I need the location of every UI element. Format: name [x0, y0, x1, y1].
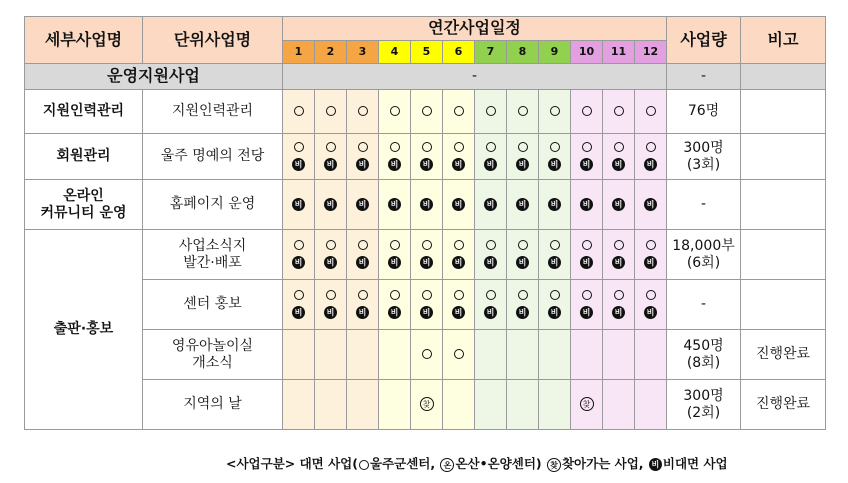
- schedule-cell: [539, 330, 571, 380]
- legend-visit: 찾아가는 사업,: [561, 456, 644, 471]
- month-header: 11: [603, 41, 635, 64]
- schedule-cell: [283, 280, 315, 330]
- schedule-cell: [635, 380, 667, 430]
- circle-icon: [454, 349, 464, 359]
- schedule-cell: [411, 134, 443, 180]
- circle-icon: [582, 106, 592, 116]
- schedule-cell: [603, 90, 635, 134]
- circled-bi-icon: 비: [420, 158, 433, 171]
- schedule-cell: [347, 230, 379, 280]
- circle-icon: [518, 142, 528, 152]
- header-unit-project: 단위사업명: [143, 17, 283, 64]
- unit-cell: 센터 홍보: [143, 280, 283, 330]
- circle-icon: [582, 290, 592, 300]
- schedule-cell: [411, 330, 443, 380]
- circled-chat-icon: 찾: [547, 458, 561, 472]
- table-row: [25, 180, 826, 230]
- schedule-cell: [315, 280, 347, 330]
- month-header: 10: [571, 41, 603, 64]
- summary-schedule: -: [283, 64, 667, 90]
- schedule-cell: [571, 380, 603, 430]
- table-row: [25, 280, 826, 330]
- header-schedule: 연간사업일정: [283, 17, 667, 41]
- summary-volume: -: [667, 64, 741, 90]
- schedule-cell: [347, 330, 379, 380]
- circle-icon: [454, 240, 464, 250]
- circled-bi-icon: 비: [292, 158, 305, 171]
- category-cell: 출판·홍보: [25, 230, 143, 430]
- circled-bi-icon: 비: [292, 198, 305, 211]
- volume-cell: 300명 (3회): [667, 134, 741, 180]
- schedule-cell: [443, 90, 475, 134]
- circle-icon: [358, 290, 368, 300]
- schedule-cell: [475, 180, 507, 230]
- note-cell: 진행완료: [741, 330, 826, 380]
- schedule-cell: [443, 330, 475, 380]
- legend-face-label: 대면 사업(: [299, 456, 358, 471]
- legend-nonface: 비대면 사업: [662, 456, 728, 471]
- schedule-cell: [283, 380, 315, 430]
- schedule-cell: [603, 280, 635, 330]
- circled-bi-icon: 비: [649, 458, 662, 471]
- volume-cell: 450명 (8회): [667, 330, 741, 380]
- table-row: [25, 134, 826, 180]
- month-header: 8: [507, 41, 539, 64]
- circle-icon: [646, 106, 656, 116]
- circle-icon: [422, 142, 432, 152]
- schedule-cell: [379, 134, 411, 180]
- schedule-cell: [603, 134, 635, 180]
- circled-bi-icon: 비: [420, 256, 433, 269]
- schedule-cell: [347, 134, 379, 180]
- schedule-cell: [379, 380, 411, 430]
- month-header: 3: [347, 41, 379, 64]
- circled-chat-icon: 찾: [420, 397, 434, 411]
- table-row: [25, 380, 826, 430]
- schedule-cell: [379, 280, 411, 330]
- schedule-cell: [603, 330, 635, 380]
- circled-bi-icon: 비: [612, 158, 625, 171]
- circle-icon: [422, 240, 432, 250]
- summary-note: [741, 64, 826, 90]
- month-header: 7: [475, 41, 507, 64]
- circle-icon: [294, 240, 304, 250]
- circled-bi-icon: 비: [580, 256, 593, 269]
- circle-icon: [422, 290, 432, 300]
- circle-icon: [646, 290, 656, 300]
- circle-icon: [582, 142, 592, 152]
- unit-cell: 홈페이지 운영: [143, 180, 283, 230]
- schedule-cell: [283, 180, 315, 230]
- month-header: 12: [635, 41, 667, 64]
- circled-bi-icon: 비: [580, 306, 593, 319]
- circle-icon: [294, 290, 304, 300]
- circle-icon: [454, 142, 464, 152]
- volume-cell: 300명 (2회): [667, 380, 741, 430]
- schedule-cell: [283, 230, 315, 280]
- schedule-cell: [443, 230, 475, 280]
- circle-icon: [422, 106, 432, 116]
- schedule-cell: [507, 280, 539, 330]
- schedule-cell: [603, 180, 635, 230]
- schedule-cell: [475, 134, 507, 180]
- schedule-cell: [475, 330, 507, 380]
- circled-bi-icon: 비: [644, 198, 657, 211]
- category-cell: 온라인 커뮤니티 운영: [25, 180, 143, 230]
- circle-icon: [550, 240, 560, 250]
- schedule-cell: [571, 180, 603, 230]
- circle-icon: [646, 240, 656, 250]
- circle-icon: [390, 142, 400, 152]
- schedule-cell: [283, 330, 315, 380]
- schedule-cell: [443, 280, 475, 330]
- schedule-cell: [571, 90, 603, 134]
- circled-bi-icon: 비: [548, 306, 561, 319]
- circled-bi-icon: 비: [484, 256, 497, 269]
- schedule-cell: [571, 134, 603, 180]
- volume-cell: 76명: [667, 90, 741, 134]
- circle-icon: [550, 142, 560, 152]
- circle-icon: [614, 106, 624, 116]
- circle-icon: [518, 240, 528, 250]
- circled-bi-icon: 비: [612, 306, 625, 319]
- circled-bi-icon: 비: [644, 256, 657, 269]
- note-cell: [741, 280, 826, 330]
- unit-cell: 사업소식지 발간·배포: [143, 230, 283, 280]
- circled-bi-icon: 비: [644, 158, 657, 171]
- circled-bi-icon: 비: [420, 306, 433, 319]
- schedule-cell: [507, 330, 539, 380]
- circle-icon: [294, 106, 304, 116]
- circle-icon: [614, 290, 624, 300]
- category-cell: 회원관리: [25, 134, 143, 180]
- schedule-cell: [475, 90, 507, 134]
- circled-bi-icon: 비: [516, 306, 529, 319]
- schedule-cell: [315, 230, 347, 280]
- legend-label: <사업구분>: [226, 456, 296, 471]
- schedule-cell: [347, 180, 379, 230]
- circled-bi-icon: 비: [452, 198, 465, 211]
- schedule-cell: [283, 134, 315, 180]
- circled-bi-icon: 비: [516, 256, 529, 269]
- schedule-cell: [475, 280, 507, 330]
- table-row: [25, 330, 826, 380]
- circle-icon: [646, 142, 656, 152]
- circled-bi-icon: 비: [388, 198, 401, 211]
- circle-icon: [358, 106, 368, 116]
- schedule-cell: [411, 90, 443, 134]
- circled-bi-icon: 비: [324, 158, 337, 171]
- schedule-cell: [379, 230, 411, 280]
- circle-icon: [550, 290, 560, 300]
- circled-bi-icon: 비: [516, 158, 529, 171]
- header-volume: 사업량: [667, 17, 741, 64]
- circle-icon: [422, 349, 432, 359]
- circled-bi-icon: 비: [612, 256, 625, 269]
- schedule-cell: [571, 280, 603, 330]
- circle-icon: [390, 240, 400, 250]
- schedule-cell: [635, 90, 667, 134]
- circle-icon: [390, 290, 400, 300]
- circled-bi-icon: 비: [548, 256, 561, 269]
- circled-bi-icon: 비: [484, 158, 497, 171]
- note-cell: 진행완료: [741, 380, 826, 430]
- schedule-cell: [507, 230, 539, 280]
- circled-bi-icon: 비: [388, 306, 401, 319]
- circled-bi-icon: 비: [420, 198, 433, 211]
- volume-cell: -: [667, 180, 741, 230]
- schedule-cell: [635, 180, 667, 230]
- schedule-cell: [283, 90, 315, 134]
- circled-bi-icon: 비: [292, 256, 305, 269]
- legend-ulju: 울주군센터,: [369, 456, 436, 471]
- schedule-cell: [315, 134, 347, 180]
- unit-cell: 지역의 날: [143, 380, 283, 430]
- legend: [226, 454, 728, 472]
- schedule-cell: [443, 134, 475, 180]
- circle-icon: [390, 106, 400, 116]
- circled-bi-icon: 비: [452, 256, 465, 269]
- circled-bi-icon: 비: [324, 198, 337, 211]
- schedule-cell: [635, 330, 667, 380]
- circled-bi-icon: 비: [516, 198, 529, 211]
- schedule-cell: [539, 180, 571, 230]
- schedule-cell: [315, 90, 347, 134]
- schedule-cell: [475, 230, 507, 280]
- circled-bi-icon: 비: [580, 198, 593, 211]
- note-cell: [741, 180, 826, 230]
- schedule-cell: [347, 90, 379, 134]
- table-row: [25, 90, 826, 134]
- schedule-cell: [635, 230, 667, 280]
- circle-icon: [486, 106, 496, 116]
- schedule-cell: [603, 380, 635, 430]
- schedule-cell: [379, 180, 411, 230]
- table-row: [25, 230, 826, 280]
- legend-onyang: 온산•온양센터): [455, 456, 542, 471]
- circle-icon: [518, 290, 528, 300]
- unit-cell: 지원인력관리: [143, 90, 283, 134]
- schedule-cell: [411, 180, 443, 230]
- circle-icon: [486, 240, 496, 250]
- circle-icon: [358, 240, 368, 250]
- schedule-cell: [379, 90, 411, 134]
- schedule-cell: [315, 330, 347, 380]
- circled-bi-icon: 비: [356, 158, 369, 171]
- circled-bi-icon: 비: [388, 158, 401, 171]
- schedule-cell: [475, 380, 507, 430]
- month-header: 4: [379, 41, 411, 64]
- category-cell: 지원인력관리: [25, 90, 143, 134]
- circled-bi-icon: 비: [580, 158, 593, 171]
- month-header: 2: [315, 41, 347, 64]
- circle-icon: [326, 240, 336, 250]
- circled-bi-icon: 비: [452, 158, 465, 171]
- schedule-cell: [539, 134, 571, 180]
- header-detail-project: 세부사업명: [25, 17, 143, 64]
- schedule-cell: [411, 230, 443, 280]
- circled-bi-icon: 비: [484, 306, 497, 319]
- circle-icon: [614, 240, 624, 250]
- circled-bi-icon: 비: [548, 198, 561, 211]
- schedule-cell: [539, 230, 571, 280]
- schedule-cell: [571, 230, 603, 280]
- summary-title: 운영지원사업: [25, 64, 283, 90]
- circled-bi-icon: 비: [324, 306, 337, 319]
- month-header: 1: [283, 41, 315, 64]
- circle-icon: [518, 106, 528, 116]
- circled-bi-icon: 비: [356, 256, 369, 269]
- schedule-cell: [347, 380, 379, 430]
- circled-bi-icon: 비: [388, 256, 401, 269]
- month-header: 6: [443, 41, 475, 64]
- circled-bi-icon: 비: [612, 198, 625, 211]
- circled-bi-icon: 비: [324, 256, 337, 269]
- volume-cell: 18,000부 (6회): [667, 230, 741, 280]
- circle-icon: [358, 142, 368, 152]
- schedule-cell: [539, 90, 571, 134]
- circle-icon: [294, 142, 304, 152]
- circle-icon: [486, 142, 496, 152]
- schedule-cell: [507, 380, 539, 430]
- schedule-cell: [315, 180, 347, 230]
- schedule-cell: [507, 180, 539, 230]
- schedule-cell: [443, 380, 475, 430]
- circle-icon: [454, 106, 464, 116]
- circled-bi-icon: 비: [484, 198, 497, 211]
- month-header: 5: [411, 41, 443, 64]
- schedule-cell: [347, 280, 379, 330]
- circle-icon: [486, 290, 496, 300]
- circle-icon: [614, 142, 624, 152]
- schedule-cell: [539, 380, 571, 430]
- schedule-table: [24, 16, 826, 430]
- circle-icon: [326, 106, 336, 116]
- circled-chat-icon: 찾: [580, 397, 594, 411]
- schedule-cell: [411, 280, 443, 330]
- header-note: 비고: [741, 17, 826, 64]
- schedule-cell: [315, 380, 347, 430]
- volume-cell: -: [667, 280, 741, 330]
- circled-on-icon: 온: [440, 458, 454, 472]
- circle-icon: [326, 290, 336, 300]
- circle-icon: [359, 460, 369, 470]
- schedule-cell: [539, 280, 571, 330]
- note-cell: [741, 134, 826, 180]
- schedule-cell: [507, 90, 539, 134]
- circled-bi-icon: 비: [356, 198, 369, 211]
- schedule-cell: [411, 380, 443, 430]
- circled-bi-icon: 비: [356, 306, 369, 319]
- circle-icon: [550, 106, 560, 116]
- schedule-cell: [635, 134, 667, 180]
- schedule-cell: [443, 180, 475, 230]
- circled-bi-icon: 비: [292, 306, 305, 319]
- circle-icon: [582, 240, 592, 250]
- note-cell: [741, 90, 826, 134]
- circle-icon: [454, 290, 464, 300]
- schedule-cell: [635, 280, 667, 330]
- circle-icon: [326, 142, 336, 152]
- note-cell: [741, 230, 826, 280]
- schedule-cell: [571, 330, 603, 380]
- circled-bi-icon: 비: [548, 158, 561, 171]
- circled-bi-icon: 비: [452, 306, 465, 319]
- schedule-cell: [507, 134, 539, 180]
- unit-cell: 영유아놀이실 개소식: [143, 330, 283, 380]
- month-header: 9: [539, 41, 571, 64]
- schedule-cell: [603, 230, 635, 280]
- schedule-cell: [379, 330, 411, 380]
- unit-cell: 울주 명예의 전당: [143, 134, 283, 180]
- circled-bi-icon: 비: [644, 306, 657, 319]
